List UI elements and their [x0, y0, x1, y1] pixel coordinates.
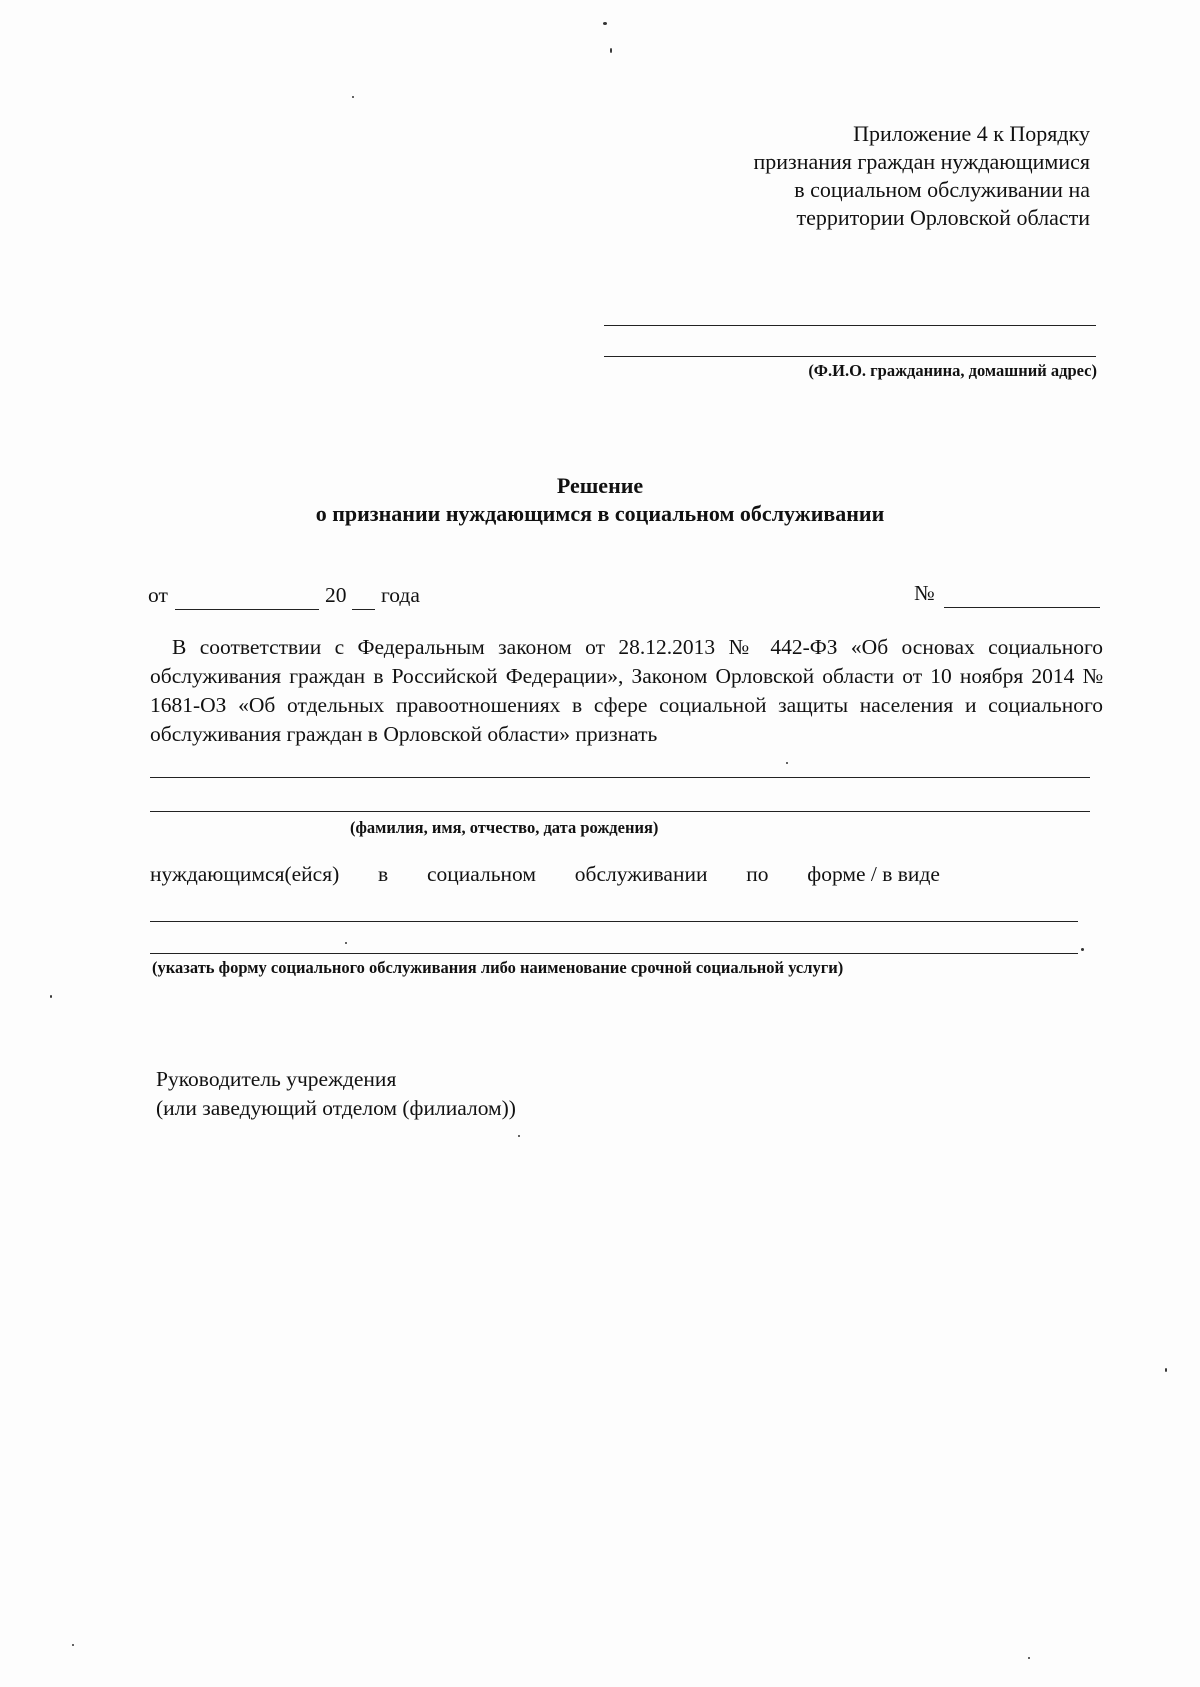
document-subtitle: о признании нуждающимся в социальном обслуживании	[315, 501, 885, 526]
date-blank-line	[175, 609, 319, 610]
appendix-line-3: в социальном обслуживании на	[794, 177, 1090, 202]
needs-word-1: нуждающимся(ейся)	[150, 862, 340, 886]
scan-speck	[518, 1135, 520, 1137]
person-line-2	[150, 811, 1090, 812]
document-title: Решение	[556, 473, 644, 498]
appendix-line-2: признания граждан нуждающимися	[753, 149, 1090, 174]
signature-line-2: (или заведующий отделом (филиалом))	[156, 1096, 516, 1120]
scan-speck	[345, 942, 347, 944]
person-caption: (фамилия, имя, отчество, дата рождения)	[350, 818, 659, 837]
needs-word-2: в	[378, 862, 389, 886]
year-blank-line	[352, 609, 375, 610]
needs-word-3: социальном	[426, 862, 536, 886]
scan-speck	[50, 995, 52, 998]
signature-line-1: Руководитель учреждения	[156, 1067, 397, 1091]
scan-speck	[72, 1644, 74, 1646]
form-line-2	[150, 953, 1078, 954]
needs-line	[150, 862, 940, 887]
appendix-line-4: территории Орловской области	[796, 205, 1090, 230]
needs-word-4: обслуживании	[574, 862, 708, 886]
number-label: №	[914, 581, 935, 605]
year-suffix: года	[381, 583, 420, 607]
scan-speck	[610, 48, 612, 53]
address-line-2	[604, 356, 1096, 357]
decision-paragraph: В соответствии с Федеральным законом от 28.12.2013 № 442-ФЗ «Об основах социального обслуживания граждан в Российской Федерации», Законом Орловской области от 10 ноября 2014 № 1681-ОЗ «Об отдельных правоотношениях в сфере социальной защиты населения и социального обслуживания граждан в Орловской области» признать	[150, 635, 1103, 746]
person-line-1	[150, 777, 1090, 778]
form-line-1	[150, 921, 1078, 922]
address-line-1	[604, 325, 1096, 326]
appendix-line-1: Приложение 4 к Порядку	[853, 121, 1090, 146]
date-from-label: от	[148, 583, 168, 607]
form-caption: (указать форму социального обслуживания либо наименование срочной социальной услуги)	[152, 958, 844, 977]
scan-speck	[1028, 1657, 1030, 1659]
address-caption: (Ф.И.О. гражданина, домашний адрес)	[808, 361, 1097, 380]
needs-word-6: форме / в виде	[807, 862, 940, 886]
scan-speck	[603, 22, 607, 25]
scan-speck	[352, 96, 354, 98]
number-blank-line	[944, 607, 1100, 608]
scan-speck	[1165, 1368, 1167, 1372]
scan-speck	[786, 762, 788, 764]
year-prefix: 20	[325, 583, 347, 607]
needs-word-5: по	[746, 862, 769, 886]
period-mark	[1081, 948, 1084, 951]
appendix-header	[753, 120, 1090, 232]
